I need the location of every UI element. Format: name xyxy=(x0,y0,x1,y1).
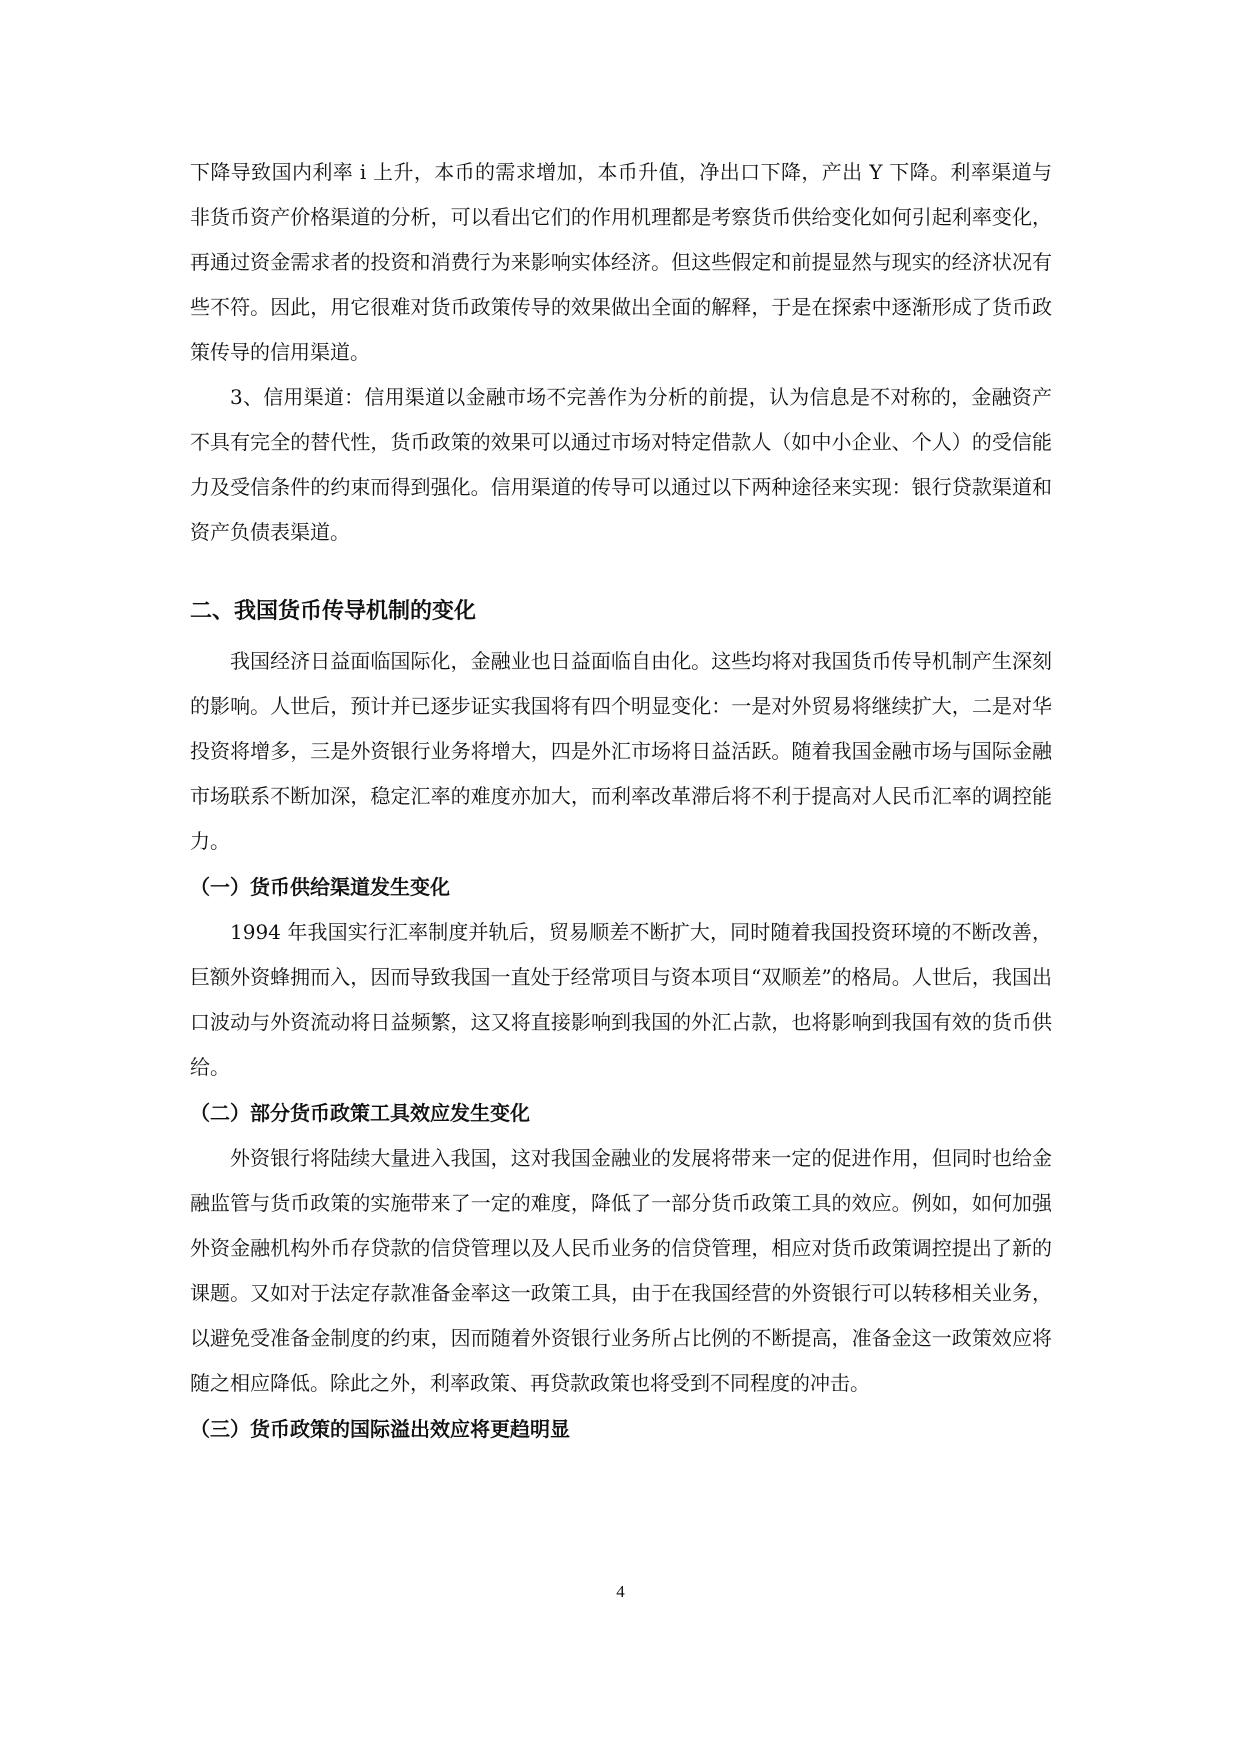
body-paragraph: 1994 年我国实行汇率制度并轨后，贸易顺差不断扩大，同时随着我国投资环境的不断改善，巨额外资蜂拥而入，因而导致我国一直处于经常项目与资本项目“双顺差”的格局。人世后，我国出口波动与外资流动将日益频繁，这又将直接影响到我国的外汇占款，也将影响到我国有效的货币供给。 xyxy=(190,920,1052,1079)
subsection-heading: （三）货币政策的国际溢出效应将更趋明显 xyxy=(190,1417,570,1441)
subsection-heading: （一）货币供给渠道发生变化 xyxy=(190,875,450,899)
subsection-heading: （二）部分货币政策工具效应发生变化 xyxy=(190,1101,530,1125)
section-heading: 二、我国货币传导机制的变化 xyxy=(190,599,477,624)
page-number: 4 xyxy=(616,1582,625,1601)
body-paragraph: 下降导致国内利率 i 上升，本币的需求增加，本币升值，净出口下降，产出 Y 下降。利率渠道与非货币资产价格渠道的分析，可以看出它们的作用机理都是考察货币供给变化如何引起利率变化，再通过资金需求者的投资和消费行为来影响实体经济。但这些假定和前提显然与现实的经济状况有些不符。因此，用它很难对货币政策传导的效果做出全面的解释，于是在探索中逐渐形成了货币政策传导的信用渠道。 xyxy=(190,160,1052,364)
body-paragraph: 3、信用渠道：信用渠道以金融市场不完善作为分析的前提，认为信息是不对称的，金融资产不具有完全的替代性，货币政策的效果可以通过市场对特定借款人（如中小企业、个人）的受信能力及受信条件的约束而得到强化。信用渠道的传导可以通过以下两种途径来实现：银行贷款渠道和资产负债表渠道。 xyxy=(190,385,1052,544)
body-paragraph: 我国经济日益面临国际化，金融业也日益面临自由化。这些均将对我国货币传导机制产生深刻的影响。人世后，预计并已逐步证实我国将有四个明显变化：一是对外贸易将继续扩大，二是对华投资将增多，三是外资银行业务将增大，四是外汇市场将日益活跃。随着我国金融市场与国际金融市场联系不断加深，稳定汇率的难度亦加大，而利率改革滞后将不利于提高对人民币汇率的调控能力。 xyxy=(190,649,1052,853)
body-paragraph: 外资银行将陆续大量进入我国，这对我国金融业的发展将带来一定的促进作用，但同时也给金融监管与货币政策的实施带来了一定的难度，降低了一部分货币政策工具的效应。例如，如何加强外资金融机构外币存贷款的信贷管理以及人民币业务的信贷管理，相应对货币政策调控提出了新的课题。又如对于法定存款准备金率这一政策工具，由于在我国经营的外资银行可以转移相关业务，以避免受准备金制度的约束，因而随着外资银行业务所占比例的不断提高，准备金这一政策效应将随之相应降低。除此之外，利率政策、再贷款政策也将受到不同程度的冲击。 xyxy=(190,1146,1052,1395)
document-page xyxy=(190,150,1052,1452)
